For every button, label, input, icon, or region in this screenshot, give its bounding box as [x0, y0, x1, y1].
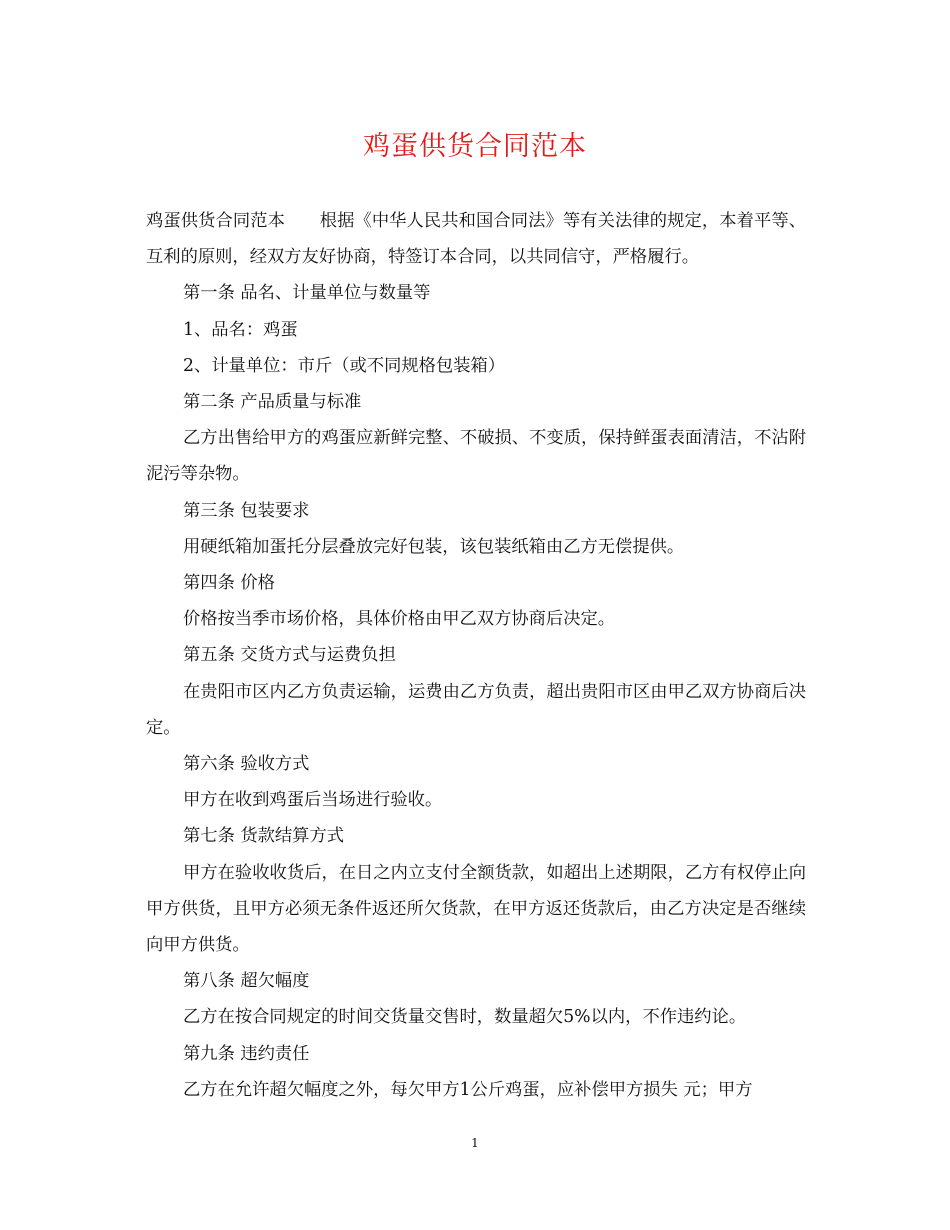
- article-1-item-1: 1、品名：鸡蛋: [183, 319, 298, 340]
- document-body: [146, 203, 806, 1108]
- article-6-text: 甲方在收到鸡蛋后当场进行验收。: [183, 790, 443, 811]
- article-9-text: 乙方在允许超欠幅度之外，每欠甲方1公斤鸡蛋，应补偿甲方损失 元；甲方: [183, 1079, 753, 1100]
- document-title: 鸡蛋供货合同范本: [363, 131, 587, 162]
- page-number: 1: [471, 1136, 479, 1150]
- article-9-heading: 第九条 违约责任: [183, 1043, 310, 1064]
- article-5-heading: 第五条 交货方式与运费负担: [183, 645, 396, 666]
- article-8-text: 乙方在按合同规定的时间交货量交售时，数量超欠5%以内，不作违约论。: [183, 1007, 747, 1028]
- article-3-text: 用硬纸箱加蛋托分层叠放完好包装，该包装纸箱由乙方无偿提供。: [183, 536, 685, 557]
- article-3-heading: 第三条 包装要求: [183, 500, 310, 521]
- article-4-heading: 第四条 价格: [183, 573, 275, 594]
- article-7-heading: 第七条 货款结算方式: [183, 826, 345, 847]
- article-8-heading: 第八条 超欠幅度: [183, 971, 310, 992]
- article-6-heading: 第六条 验收方式: [183, 754, 310, 775]
- article-4-text: 价格按当季市场价格，具体价格由甲乙双方协商后决定。: [183, 609, 616, 630]
- article-1-heading: 第一条 品名、计量单位与数量等: [183, 283, 431, 304]
- article-1-item-2: 2、计量单位：市斤（或不同规格包装箱）: [183, 355, 506, 376]
- article-7-text: 甲方在验收收货后，在日之内立支付全额货款，如超出上述期限，乙方有权停止向甲方供货，且甲方必须无条件返还所欠货款，在甲方返还货款后，由乙方决定是否继续向甲方供货。: [146, 862, 806, 956]
- article-2-text: 乙方出售给甲方的鸡蛋应新鲜完整、不破损、不变质，保持鲜蛋表面清洁，不沾附泥污等杂物。: [146, 428, 806, 485]
- article-5-text: 在贵阳市区内乙方负责运输，运费由乙方负责，超出贵阳市区由甲乙双方协商后决定。: [146, 681, 806, 738]
- article-2-heading: 第二条 产品质量与标准: [183, 392, 362, 413]
- intro-paragraph: 鸡蛋供货合同范本 根据《中华人民共和国合同法》等有关法律的规定，本着平等、互利的原则，经双方友好协商，特签订本合同，以共同信守，严格履行。: [146, 211, 806, 268]
